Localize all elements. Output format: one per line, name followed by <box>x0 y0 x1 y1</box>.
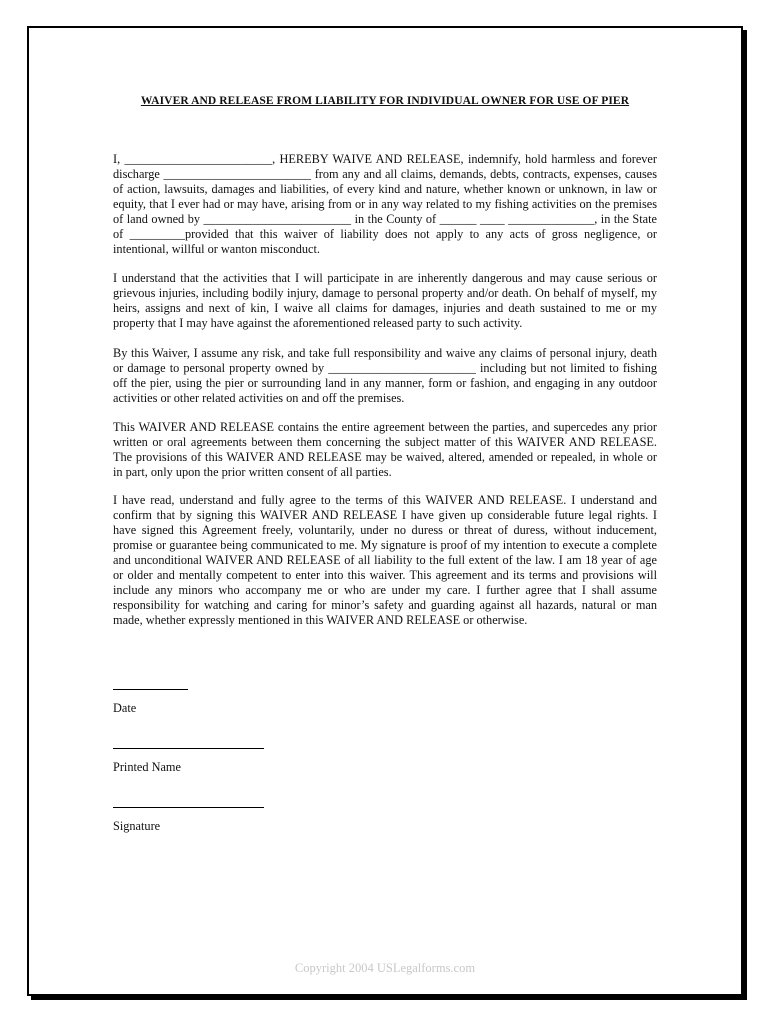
signature-label: Signature <box>113 819 161 833</box>
date-line[interactable] <box>113 689 188 690</box>
document-title: WAIVER AND RELEASE FROM LIABILITY FOR INDIVIDUAL OWNER FOR USE OF PIER <box>140 95 630 107</box>
waiver-paragraph-4: This WAIVER AND RELEASE contains the entire agreement between the parties, and supercedes any prior written or oral agreements between them concerning the subject matter of this WAIVER AND RELEASE. The provisions of this WAIVER AND RELEASE may be waived, altered, amended or repealed, in whole or in part, only upon the prior written consent of all parties. <box>113 420 657 479</box>
date-label: Date <box>113 701 137 715</box>
copyright-notice: Copyright 2004 USLegalforms.com <box>294 961 476 975</box>
printed-name-label: Printed Name <box>113 760 181 774</box>
waiver-paragraph-5: I have read, understand and fully agree to the terms of this WAIVER AND RELEASE. I understand and confirm that by signing this WAIVER AND RELEASE I have given up considerable future legal rights. I have signed this Agreement freely, voluntarily, under no duress or threat of duress, without inducement, promise or guarantee being communicated to me. My signature is proof of my intention to execute a complete and unconditional WAIVER AND RELEASE of all liability to the full extent of the law. I am 18 year of age or older and mentally competent to enter into this waiver. This agreement and its terms and provisions will include any minors who accompany me or who are under my care. I further agree that I shall assume responsibility for watching and caring for minor’s safety and guarding against all hazards, natural or man made, whether expressly mentioned in this WAIVER AND RELEASE or otherwise. <box>113 493 657 627</box>
page-shadow-bottom <box>31 996 747 1000</box>
waiver-paragraph-3: By this Waiver, I assume any risk, and take full responsibility and waive any claims of personal injury, death or damage to personal property owned by ________________________ including but not limited to fishing off the pier, using the pier or surrounding land in any manner, form or fashion, and engaging in any outdoor activities or other related activities on and off the premises. <box>113 346 657 405</box>
printed-name-line[interactable] <box>113 748 264 749</box>
waiver-paragraph-2: I understand that the activities that I will participate in are inherently dangerous and may cause serious or grievous injuries, including bodily injury, damage to personal property and/or death. On behalf of myself, my heirs, assigns and next of kin, I waive all claims for damages, injuries and death sustained to me or my property that I may have against the aforementioned released party to such activity. <box>113 271 657 330</box>
waiver-paragraph-1: I, ________________________, HEREBY WAIVE AND RELEASE, indemnify, hold harmless and forever discharge ________________________ from any and all claims, demands, debts, contracts, expenses, causes of action, lawsuits, damages and liabilities, of every kind and nature, whether known or unknown, in law or equity, that I ever had or may have, arising from or in any way related to my fishing activities on the premises of land owned by ________________________ in the County of ______ ____ ______________, in the State of _________provided that this waiver of liability does not apply to any acts of gross negligence, or intentional, willful or wanton misconduct. <box>113 152 657 256</box>
signature-line[interactable] <box>113 807 264 808</box>
page-shadow-right <box>743 30 747 1000</box>
